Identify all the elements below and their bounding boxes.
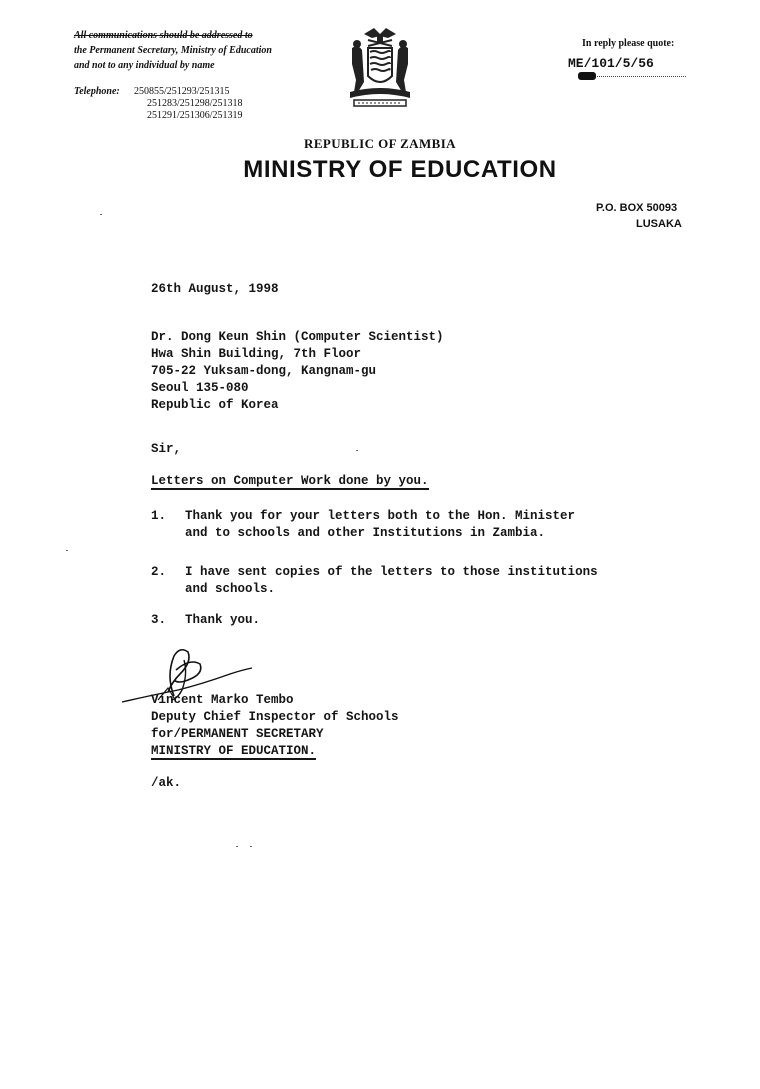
paragraph-line: and schools. (185, 582, 276, 596)
telephone-numbers (134, 86, 243, 122)
paragraph-line: Thank you. (185, 613, 261, 627)
recipient-line: Hwa Shin Building, 7th Floor (151, 347, 362, 361)
recipient-line: 705-22 Yuksam-dong, Kangnam-gu (151, 364, 377, 378)
telephone-number-line: 250855/251293/251315 (134, 86, 230, 97)
recipient-address (151, 329, 444, 414)
po-box: P.O. BOX 50093 (596, 202, 678, 214)
signer-name: Vincent Marko Tembo (151, 693, 294, 707)
reference-number: ME/101/5/56 (568, 56, 654, 71)
signer-for-line: for/PERMANENT SECRETARY (151, 727, 324, 741)
paragraph-line: and to schools and other Institutions in Zambia. (185, 526, 546, 540)
paragraph-text (185, 612, 260, 629)
ink-mark (578, 72, 596, 80)
address-note-line: and not to any individual by name (74, 60, 215, 71)
scan-speck (236, 846, 238, 847)
recipient-line: Republic of Korea (151, 398, 279, 412)
recipient-line: Dr. Dong Keun Shin (Computer Scientist) (151, 330, 444, 344)
coat-of-arms-icon (344, 24, 416, 110)
paragraph-number: 3. (151, 613, 167, 627)
typist-initials: /ak. (151, 776, 182, 790)
scan-speck (100, 214, 102, 215)
paragraph-number: 2. (151, 565, 167, 579)
paragraph-text (185, 508, 575, 542)
paragraph-number: 1. (151, 509, 167, 523)
republic-heading: REPUBLIC OF ZAMBIA (304, 136, 456, 151)
postal-address (596, 200, 682, 232)
paragraph-line: Thank you for your letters both to the Hon. Minister (185, 509, 576, 523)
scan-speck (250, 846, 252, 847)
paragraph-text (185, 564, 598, 598)
signer-block (151, 692, 399, 760)
scan-speck (66, 550, 68, 551)
paragraph-line: I have sent copies of the letters to those institutions (185, 565, 598, 579)
subject-line: Letters on Computer Work done by you. (151, 474, 429, 488)
city: LUSAKA (636, 218, 682, 230)
letter-date: 26th August, 1998 (151, 282, 279, 296)
signer-title: Deputy Chief Inspector of Schools (151, 710, 399, 724)
telephone-label: Telephone: (74, 86, 120, 97)
recipient-line: Seoul 135-080 (151, 381, 249, 395)
address-note (74, 28, 272, 73)
ministry-heading: MINISTRY OF EDUCATION (243, 156, 557, 183)
telephone-number-line: 251291/251306/251319 (147, 110, 243, 121)
telephone-number-line: 251283/251298/251318 (147, 98, 243, 109)
address-note-line: All communications should be addressed to (74, 30, 253, 41)
reply-reference-label: In reply please quote: (582, 38, 675, 49)
salutation: Sir, (151, 442, 182, 456)
scan-speck (356, 450, 358, 451)
signer-ministry: MINISTRY OF EDUCATION. (151, 744, 317, 758)
address-note-line: the Permanent Secretary, Ministry of Education (74, 45, 272, 56)
